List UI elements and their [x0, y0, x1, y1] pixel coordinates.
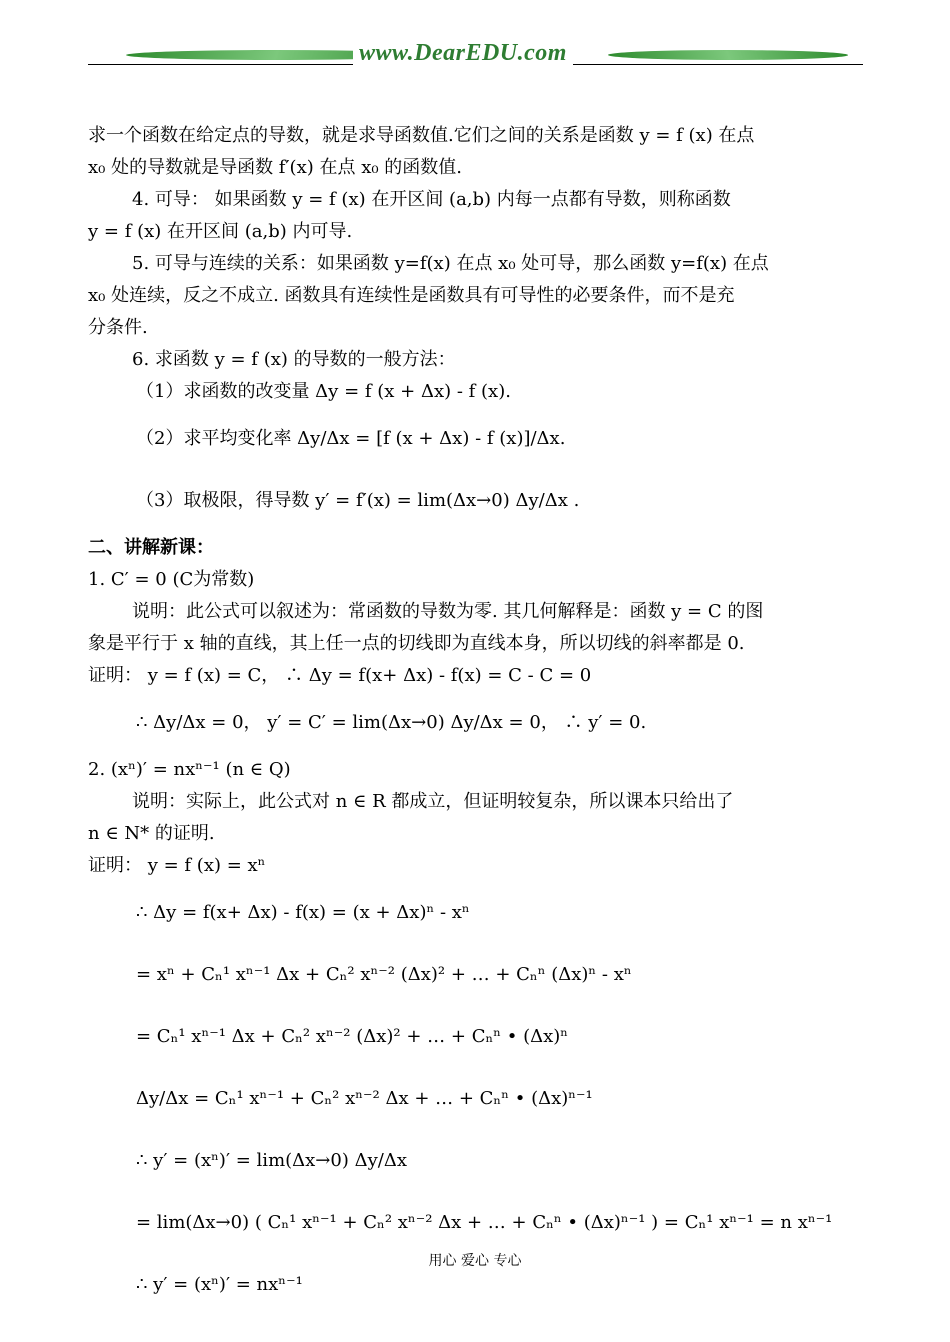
formula-line: = Cₙ¹ xⁿ⁻¹ Δx + Cₙ² xⁿ⁻² (Δx)² + … + Cₙⁿ • (Δx)ⁿ — [136, 1026, 569, 1047]
text-line: 求一个函数在给定点的导数，就是求导函数值.它们之间的关系是函数 y = f (x) 在点 — [88, 125, 755, 146]
text-line: y = f (x) 在开区间 (a,b) 内可导. — [88, 221, 353, 242]
formula-line: ∴ Δy = f(x+ Δx) - f(x) = (x + Δx)ⁿ - xⁿ — [136, 902, 470, 923]
text-line: 5. 可导与连续的关系：如果函数 y=f(x) 在点 x₀ 处可导，那么函数 y=f(x) 在点 — [132, 253, 769, 274]
text-line: 4. 可导： 如果函数 y = f (x) 在开区间 (a,b) 内每一点都有导数，则称函数 — [132, 189, 731, 210]
text-line: 证明： y = f (x) = xⁿ — [88, 855, 266, 876]
text-line: x₀ 处的导数就是导函数 f′(x) 在点 x₀ 的函数值. — [88, 157, 463, 178]
page-footer: 用心 爱心 专心 — [428, 1253, 522, 1269]
text-line: （1）求函数的改变量 Δy = f (x + Δx) - f (x). — [136, 381, 511, 402]
text-line: 象是平行于 x 轴的直线，其上任一点的切线即为直线本身，所以切线的斜率都是 0. — [88, 633, 745, 654]
formula-line: ∴ Δy/Δx = 0， y′ = C′ = lim(Δx→0) Δy/Δx = 0， ∴ y′ = 0. — [136, 712, 647, 733]
text-line: n ∈ N* 的证明. — [88, 823, 215, 844]
formula-line: （3）取极限，得导数 y′ = f′(x) = lim(Δx→0) Δy/Δx . — [136, 490, 580, 511]
text-line: 说明：实际上，此公式对 n ∈ R 都成立，但证明较复杂，所以课本只给出了 — [132, 791, 734, 812]
text-line: 6. 求函数 y = f (x) 的导数的一般方法： — [132, 349, 456, 370]
text-line: 说明：此公式可以叙述为：常函数的导数为零. 其几何解释是：函数 y = C 的图 — [132, 601, 764, 622]
formula-line: = lim(Δx→0) ( Cₙ¹ xⁿ⁻¹ + Cₙ² xⁿ⁻² Δx + … + Cₙⁿ • (Δx)ⁿ⁻¹ ) = Cₙ¹ xⁿ⁻¹ = n xⁿ⁻¹ — [136, 1212, 833, 1233]
text-line: 2. (xⁿ)′ = nxⁿ⁻¹ (n ∈ Q) — [88, 759, 291, 780]
section-heading: 二、讲解新课： — [88, 537, 214, 558]
text-line: 1. C′ = 0 (C为常数) — [88, 569, 255, 590]
formula-line: Δy/Δx = Cₙ¹ xⁿ⁻¹ + Cₙ² xⁿ⁻² Δx + … + Cₙⁿ • (Δx)ⁿ⁻¹ — [136, 1088, 593, 1109]
formula-line: = xⁿ + Cₙ¹ xⁿ⁻¹ Δx + Cₙ² xⁿ⁻² (Δx)² + … + Cₙⁿ (Δx)ⁿ - xⁿ — [136, 964, 632, 985]
formula-line: ∴ y′ = (xⁿ)′ = lim(Δx→0) Δy/Δx — [136, 1150, 407, 1171]
text-line: 分条件. — [88, 317, 148, 338]
page-header — [88, 34, 863, 78]
text-line: x₀ 处连续，反之不成立. 函数具有连续性是函数具有可导性的必要条件，而不是充 — [88, 285, 735, 306]
right-leaf-decoration — [606, 50, 849, 60]
site-brand: www.DearEDU.com — [353, 40, 573, 67]
formula-line: ∴ y′ = (xⁿ)′ = nxⁿ⁻¹ — [136, 1274, 303, 1295]
document-body — [88, 120, 863, 1316]
text-line: 证明： y = f (x) = C， ∴ Δy = f(x+ Δx) - f(x) = C - C = 0 — [88, 665, 592, 686]
formula-line: （2）求平均变化率 Δy/Δx = [f (x + Δx) - f (x)]/Δx. — [136, 428, 566, 449]
